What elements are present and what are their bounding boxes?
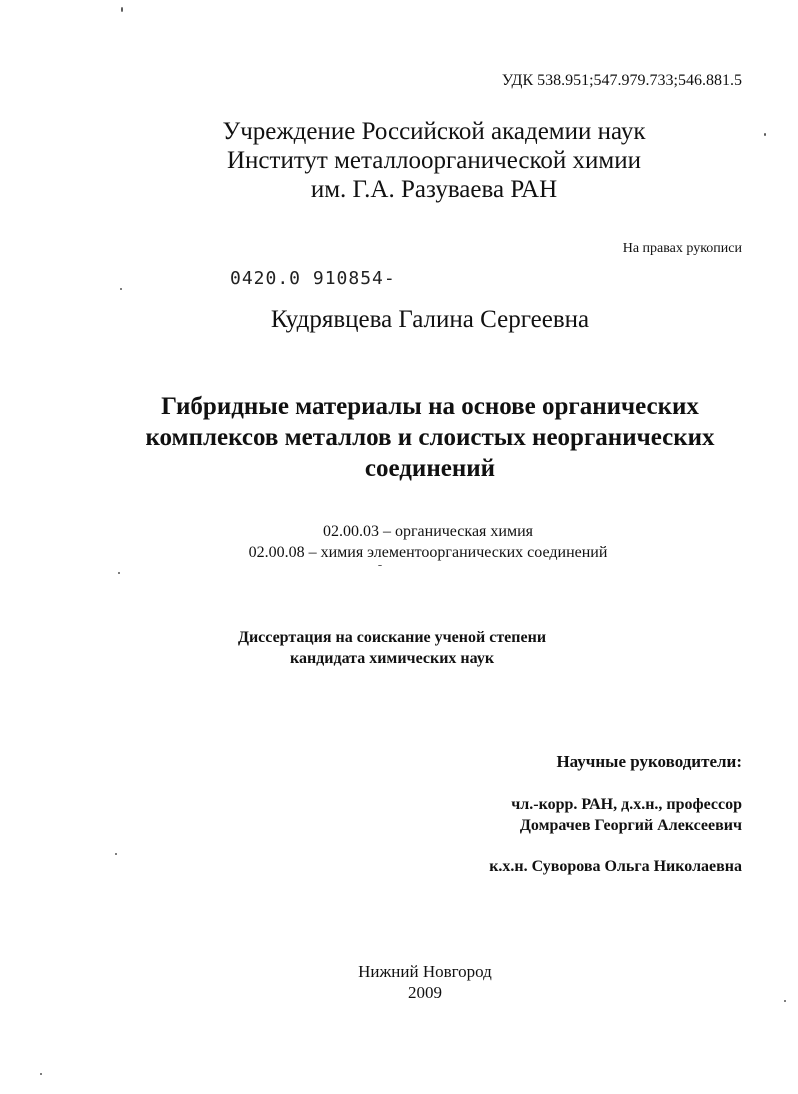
scan-speck xyxy=(120,288,122,290)
scan-speck xyxy=(115,853,117,855)
city: Нижний Новгород xyxy=(358,962,492,981)
author-name: Кудрявцева Галина Сергеевна xyxy=(270,306,590,333)
year: 2009 xyxy=(408,983,442,1002)
supervisor-1-title: чл.-корр. РАН, д.х.н., профессор xyxy=(511,796,742,813)
title-line-3: соединений xyxy=(364,455,496,482)
supervisors-heading: Научные руководители: xyxy=(556,752,742,771)
place-and-year xyxy=(0,961,798,1003)
supervisor-1-name: Домрачев Георгий Алексеевич xyxy=(519,817,742,834)
specialty-codes xyxy=(0,521,798,563)
dissertation-title xyxy=(0,391,798,484)
scan-speck xyxy=(121,7,123,12)
specialty-line-2: 02.00.08 – химия элементоорганических соединений xyxy=(248,544,608,561)
scan-speck xyxy=(40,1073,42,1075)
institution-line-1: Учреждение Российской академии наук xyxy=(222,118,646,145)
degree-line-2: кандидата химических наук xyxy=(289,650,495,667)
institution-line-2: Институт металлоорганической химии xyxy=(227,147,641,174)
supervisor-1 xyxy=(511,794,742,836)
scan-speck xyxy=(784,1000,786,1002)
catalog-number: 0420.0 910854- xyxy=(230,268,396,289)
specialty-line-1: 02.00.03 – органическая химия xyxy=(322,523,534,540)
rights-notice: На правах рукописи xyxy=(622,241,742,256)
title-line-1: Гибридные материалы на основе органических xyxy=(161,393,699,420)
scan-speck xyxy=(378,565,382,566)
institution-line-3: им. Г.А. Разуваева РАН xyxy=(310,176,558,203)
supervisor-2: к.х.н. Суворова Ольга Николаевна xyxy=(489,858,742,875)
degree-statement xyxy=(0,627,784,669)
title-line-2: комплексов металлов и слоистых неорганических xyxy=(145,424,715,451)
scan-speck xyxy=(764,133,766,136)
degree-line-1: Диссертация на соискание ученой степени xyxy=(237,629,547,646)
institution-block xyxy=(0,117,798,204)
udc-code: УДК 538.951;547.979.733;546.881.5 xyxy=(501,72,742,89)
scan-speck xyxy=(118,572,120,574)
